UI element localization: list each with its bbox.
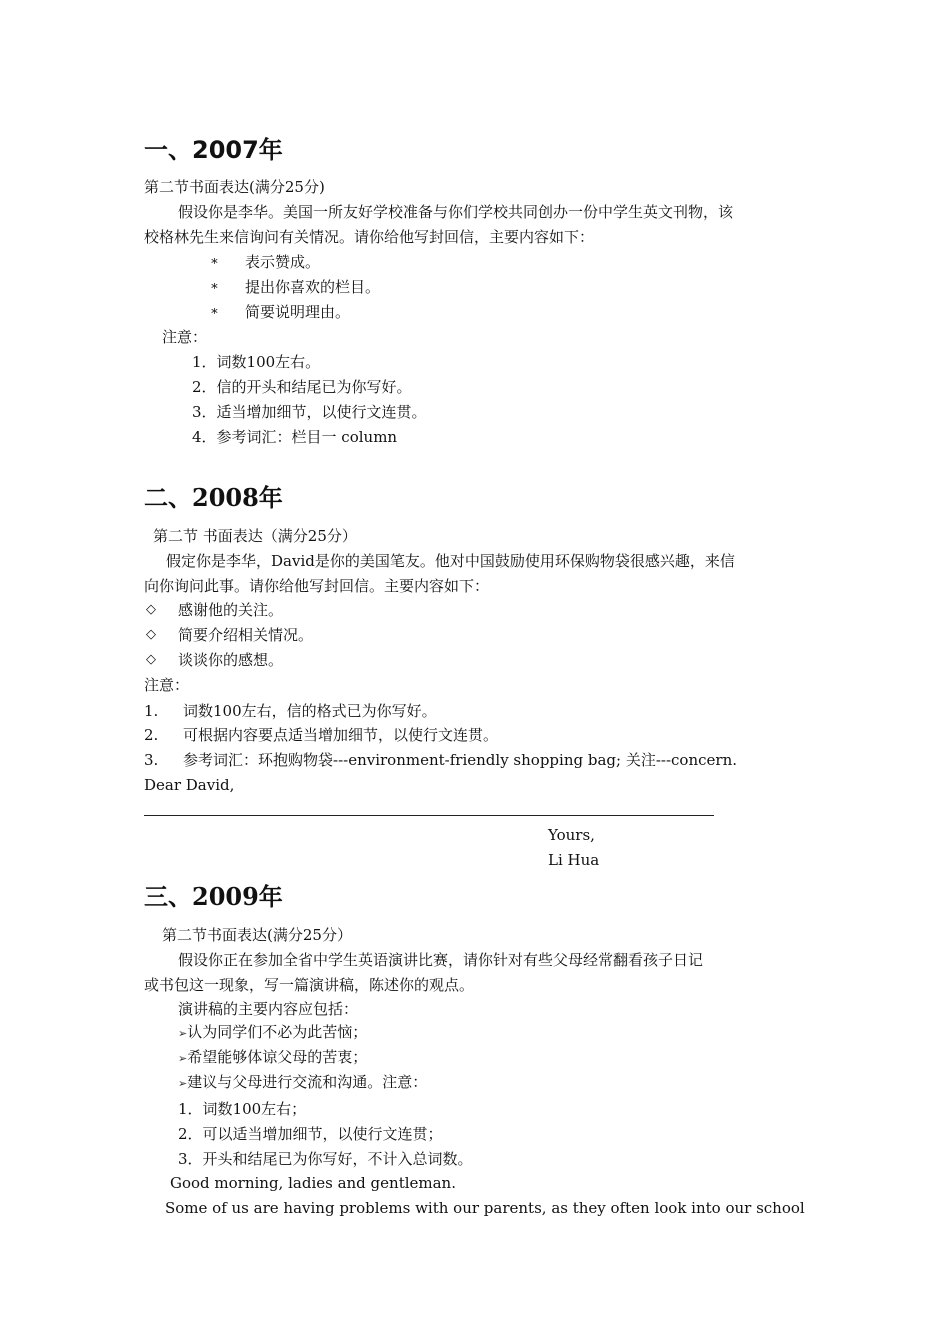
note-label: 注意： — [162, 328, 208, 346]
paragraph-2009-line1: 假设你正在参加全省中学生英语演讲比赛，请你针对有些父母经常翻看孩子日记 — [178, 951, 704, 969]
list-item: 感谢他的关注。 — [178, 601, 284, 619]
paragraph-2008-line2: 向你询问此事。请你给他写封回信。主要内容如下： — [144, 577, 490, 595]
list-item: 表示赞成。 — [245, 253, 321, 271]
list-item-text: 建议与父母进行交流和沟通。注意： — [187, 1073, 428, 1091]
section-title-2008: 二、2008年 — [144, 483, 283, 512]
note-item: 3．开头和结尾已为你写好，不计入总词数。 — [178, 1150, 473, 1168]
letter-signature: Li Hua — [548, 851, 600, 869]
list-item-text: 认为同学们不必为此苦恼； — [187, 1023, 368, 1041]
letter-greeting: Dear David, — [144, 776, 235, 794]
list-item-text: 希望能够体谅父母的苦衷； — [187, 1048, 368, 1066]
asterisk-bullet-icon: ∗ — [210, 304, 219, 319]
paragraph-2007-line1: 假设你是李华。美国一所友好学校准备与你们学校共同创办一份中学生英文刊物，该 — [178, 203, 734, 221]
list-item: 提出你喜欢的栏目。 — [245, 278, 381, 296]
section-title-2009: 三、2009年 — [144, 882, 283, 911]
writing-line — [144, 815, 714, 816]
arrow-bullet-icon: ➢ — [178, 1077, 188, 1090]
note-number: 1. — [144, 702, 159, 720]
list-item: 简要介绍相关情况。 — [178, 626, 314, 644]
list-item — [178, 1072, 427, 1094]
asterisk-bullet-icon: ∗ — [210, 254, 219, 269]
note-number: 3. — [144, 751, 159, 769]
note-item: 可根据内容要点适当增加细节，以使行文连贯。 — [183, 726, 499, 744]
asterisk-bullet-icon: ∗ — [210, 279, 219, 294]
section-title-2007: 一、2007年 — [144, 136, 283, 164]
note-item: 参考词汇：环抱购物袋---environment-friendly shopping bag; 关注---concern. — [183, 751, 737, 769]
list-item: 简要说明理由。 — [245, 303, 351, 321]
note-item: 1．词数100左右。 — [192, 353, 321, 371]
subtitle-2009: 第二节书面表达(满分25分） — [162, 926, 352, 944]
letter-closing: Yours, — [548, 826, 595, 844]
note-item: 3．适当增加细节，以使行文连贯。 — [192, 403, 427, 421]
note-item: 2．可以适当增加细节，以使行文连贯； — [178, 1125, 443, 1143]
subtitle-2007: 第二节书面表达(满分25分) — [144, 178, 325, 196]
paragraph-2009-line2: 或书包这一现象，写一篇演讲稿，陈述你的观点。 — [144, 976, 475, 994]
arrow-bullet-icon: ➢ — [178, 1052, 188, 1065]
note-item: 词数100左右，信的格式已为你写好。 — [183, 702, 437, 720]
note-item: 4．参考词汇：栏目一 column — [192, 428, 398, 446]
list-item: 谈谈你的感想。 — [178, 651, 284, 669]
content-intro: 演讲稿的主要内容应包括： — [178, 1000, 359, 1018]
speech-body: Some of us are having problems with our parents, as they often look into our school — [165, 1199, 805, 1217]
paragraph-2008-line1: 假定你是李华，David是你的美国笔友。他对中国鼓励使用环保购物袋很感兴趣，来信 — [166, 552, 735, 570]
speech-opening: Good morning, ladies and gentleman. — [170, 1174, 456, 1192]
note-item: 2．信的开头和结尾已为你写好。 — [192, 378, 412, 396]
diamond-bullet-icon: ◇ — [146, 652, 156, 667]
list-item — [178, 1022, 367, 1044]
diamond-bullet-icon: ◇ — [146, 602, 156, 617]
note-label: 注意： — [144, 676, 190, 694]
arrow-bullet-icon: ➢ — [178, 1027, 188, 1040]
paragraph-2007-line2: 校格林先生来信询问有关情况。请你给他写封回信，主要内容如下： — [144, 228, 595, 246]
diamond-bullet-icon: ◇ — [146, 627, 156, 642]
list-item — [178, 1047, 367, 1069]
note-number: 2. — [144, 726, 159, 744]
note-item: 1．词数100左右； — [178, 1100, 307, 1118]
subtitle-2008: 第二节 书面表达（满分25分） — [153, 527, 357, 545]
